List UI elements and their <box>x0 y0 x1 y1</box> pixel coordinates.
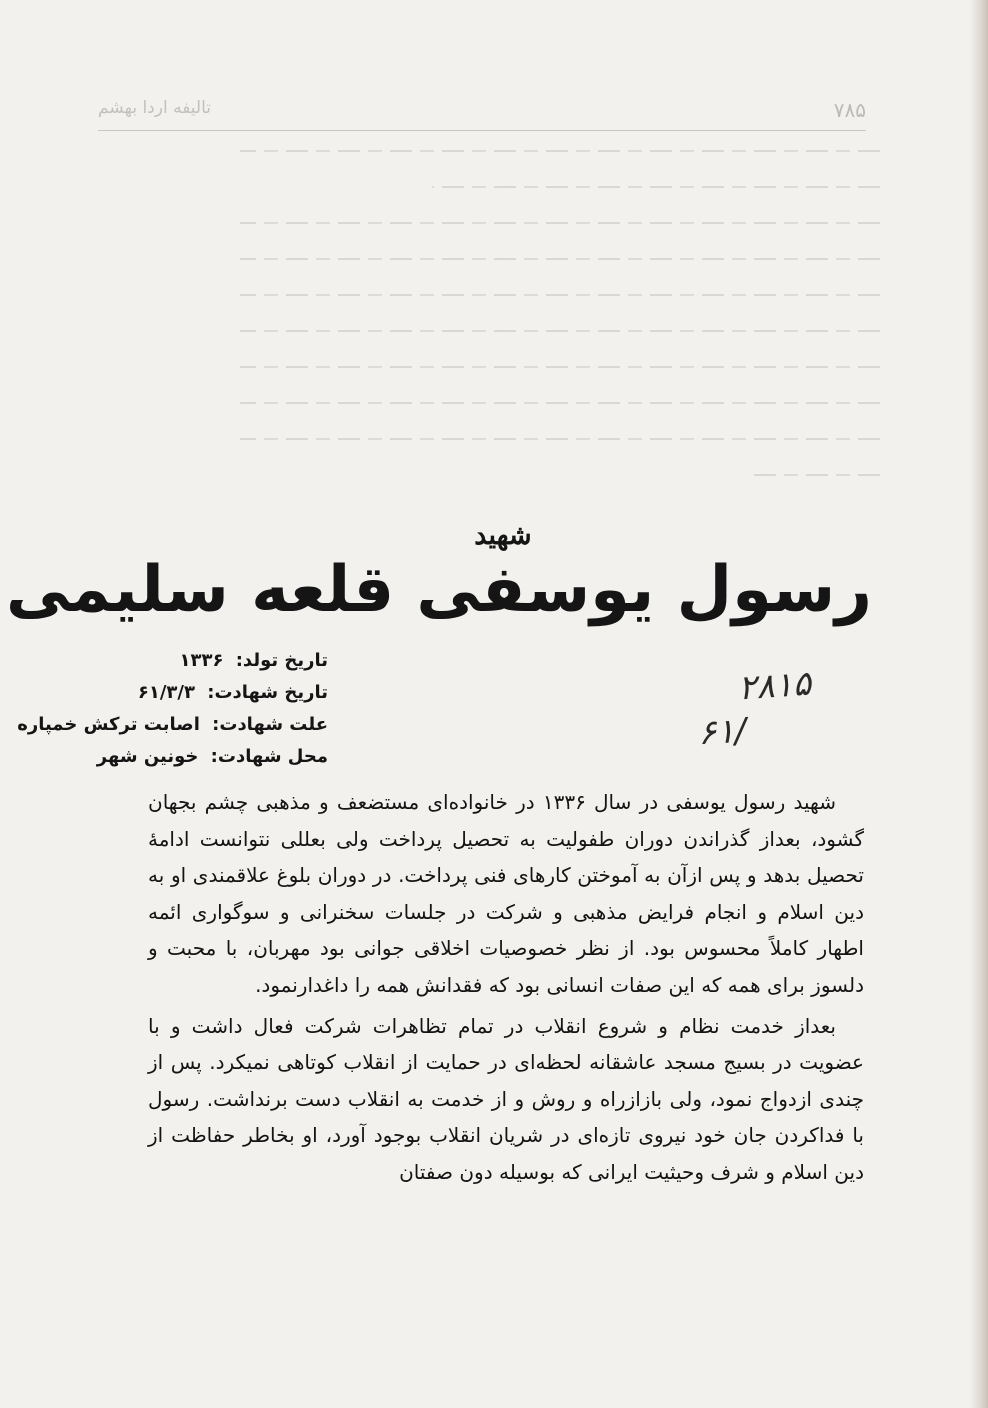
fact-value: خونین شهر <box>96 746 199 767</box>
fact-value: اصابت ترکش خمپاره <box>17 714 200 735</box>
fact-value: ۶۱/۳/۳ <box>137 682 195 703</box>
body-paragraph: شهید رسول یوسفی در سال ۱۳۳۶ در خانواده‌ای مستضعف و مذهبی چشم بجهان گشود، بعداز گذراندن دوران طفولیت به تحصیل پرداخت ولی بعللی نتوانست ادامۀ تحصیل بدهد و پس ازآن به آموختن کارهای فنی پرداخت. در دوران بلوغ علاقمندی او به دین اسلام و انجام فرایض مذهبی و شرکت در جلسات سخنرانی و سوگواری ائمه اطهار کاملاً محسوس بود. از نظر خصوصیات اخلاقی جوانی بود مهربان، با محبت و دلسوز برای همه که این صفات انسانی بود که فقدانش همه را داغدارنمود. <box>148 790 864 997</box>
fact-label: تاریخ تولد: <box>235 650 328 671</box>
handwritten-note: ۶۱/ <box>696 710 747 754</box>
place-row <box>96 741 328 773</box>
handwritten-note: ۲۸۱۵ <box>736 663 813 709</box>
fact-value: ۱۳۳۶ <box>179 650 224 671</box>
page-number: ۷۸۵ <box>833 98 866 122</box>
running-header: تالیفه اردا بهشم <box>98 98 212 118</box>
birth-date-row <box>138 645 328 677</box>
ghost-line <box>752 474 880 476</box>
ghost-line <box>240 438 880 440</box>
biography-body <box>148 784 864 1195</box>
body-paragraph: بعداز خدمت نظام و شروع انقلاب در تمام تظاهرات شرکت فعال داشت و با عضویت در بسیج مسجد عاشقانه لحظه‌ای در حمایت از انقلاب کوتاهی نمیکرد. پس از چندی ازدواج نمود، ولی بازازراه و روش و از خدمت به انقلاب دست برنداشت. رسول با فداکردن جان خود نیروی تازه‌ای در شریان انقلاب بوجود آورد، او بخاطر حفاظت از دین اسلام و شرف وحیثیت ایرانی که بوسیله دون صفتان <box>148 1013 864 1184</box>
title-prefix: شهید <box>474 520 532 551</box>
ghost-line <box>432 186 880 188</box>
fact-label: تاریخ شهادت: <box>207 682 328 703</box>
header-rule <box>98 130 866 131</box>
ghost-line <box>240 402 880 404</box>
ghost-line <box>240 366 880 368</box>
fact-label: محل شهادت: <box>210 746 328 767</box>
ghost-line <box>240 258 880 260</box>
ghost-line <box>240 294 880 296</box>
fact-label: علت شهادت: <box>212 714 328 735</box>
martyrdom-date-row <box>138 677 328 709</box>
paper-edge <box>970 0 988 1408</box>
biography-facts <box>17 645 328 773</box>
ghost-line <box>240 150 880 152</box>
show-through-text <box>240 150 880 510</box>
page-title: رسول یوسفی قلعه سلیمی <box>6 553 872 627</box>
cause-row <box>17 709 328 741</box>
ghost-line <box>240 330 880 332</box>
ghost-line <box>240 222 880 224</box>
